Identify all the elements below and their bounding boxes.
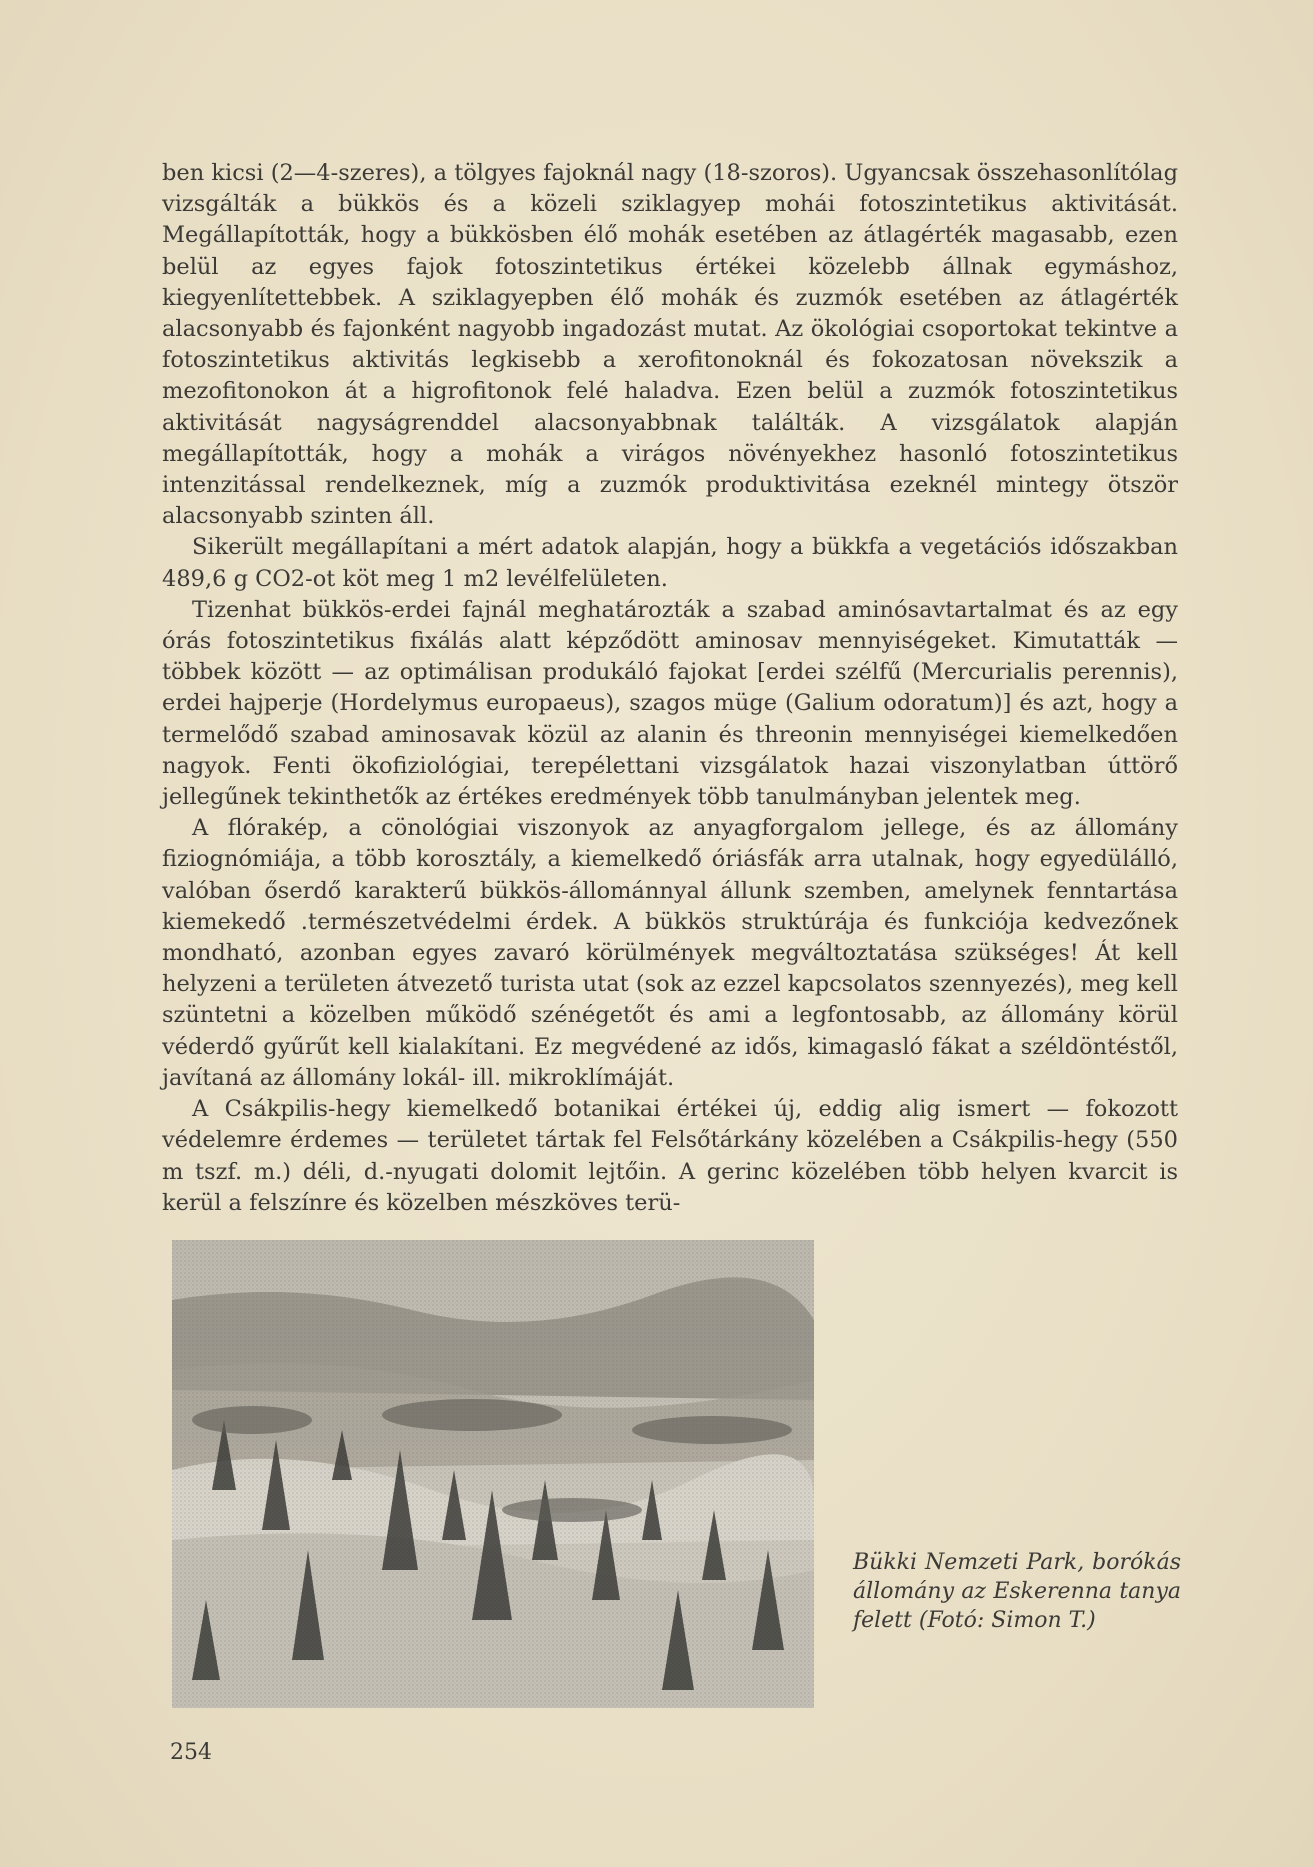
juniper-stand-photo: [172, 1240, 814, 1708]
paragraph-5: A Csákpilis-hegy kiemelkedő botanikai értékei új, eddig alig ismert — fokozott védelemre érdemes — területet tártak fel Felsőtárkány közelében a Csákpilis-hegy (550 m tszf. m.) déli, d.-nyugati dolomit lejtőin. A gerinc közelében több helyen kvarcit is kerül a felszínre és közelben mészköves terü-: [162, 1096, 1178, 1216]
paragraph-1: ben kicsi (2—4-szeres), a tölgyes fajoknál nagy (18-szoros). Ugyancsak összehasonlítólag vizsgálták a bükkös és a közeli sziklagyep mohái fotoszintetikus aktivitását. Megállapították, hogy a bükkösben élő mohák esetében az átlagérték magasabb, ezen belül az egyes fajok fotoszintetikus értékei közelebb állnak egymáshoz, kiegyenlítettebbek. A sziklagyepben élő mohák és zuzmók esetében az átlagérték alacsonyabb és fajonként nagyobb ingadozást mutat. Az ökológiai csoportokat tekintve a fotoszintetikus aktivitás legkisebb a xerofitonoknál és fokozatosan növekszik a mezofitonokon át a higrofitonok felé haladva. Ezen belül a zuzmók fotoszintetikus aktivitását nagyságrenddel alacsonyabbnak találták. A vizsgálatok alapján megállapították, hogy a mohák a virágos növényekhez hasonló fotoszintetikus intenzitással rendelkeznek, míg a zuzmók produktivitása ezeknél mintegy ötször alacsonyabb szinten áll.: [162, 160, 1178, 530]
page-number: 254: [170, 1740, 212, 1765]
photo-illustration: [172, 1240, 814, 1708]
article-body: [162, 158, 1178, 1219]
photo-caption: Bükki Nemzeti Park, borókás állomány az Eskerenna tanya felett (Fotó: Simon T.): [853, 1550, 1181, 1633]
paragraph-4: A flórakép, a cönológiai viszonyok az anyagforgalom jellege, és az állomány fiziognómiája, a több korosztály, a kiemelkedő óriásfák arra utalnak, hogy egyedülálló, valóban őserdő karakterű bükkös-állománnyal állunk szemben, amelynek fenntartása kiemekedő .természetvédelmi érdek. A bükkös struktúrája és funkciója kedvezőnek mondható, azonban egyes zavaró körülmények megváltoztatása szükséges! Át kell helyzeni a területen átvezető turista utat (sok az ezzel kapcsolatos szennyezés), meg kell szüntetni a közelben működő szénégetőt és ami a legfontosabb, az állomány körül véderdő gyűrűt kell kialakítani. Ez megvédené az idős, kimagasló fákat a széldöntéstől, javítaná az állomány lokál- ill. mikroklímáját.: [162, 815, 1178, 1091]
paragraph-3: Tizenhat bükkös-erdei fajnál meghatározták a szabad aminósavtartalmat és az egy órás fotoszintetikus fixálás alatt képződött aminosav mennyiségeket. Kimutatták — többek között — az optimálisan produkáló fajokat [erdei szélfű (Mercurialis perennis), erdei hajperje (Hordelymus europaeus), szagos müge (Galium odoratum)] és azt, hogy a termelődő szabad aminosavak közül az alanin és threonin mennyiségei kiemelkedően nagyok. Fenti ökofiziológiai, terepélettani vizsgálatok hazai viszonylatban úttörő jellegűnek tekinthetők az értékes eredmények több tanulmányban jelentek meg.: [162, 596, 1178, 811]
paragraph-2: Sikerült megállapítani a mért adatok alapján, hogy a bükkfa a vegetációs időszakban 489,6 g CO2-ot köt meg 1 m2 levélfelületen.: [162, 534, 1178, 592]
